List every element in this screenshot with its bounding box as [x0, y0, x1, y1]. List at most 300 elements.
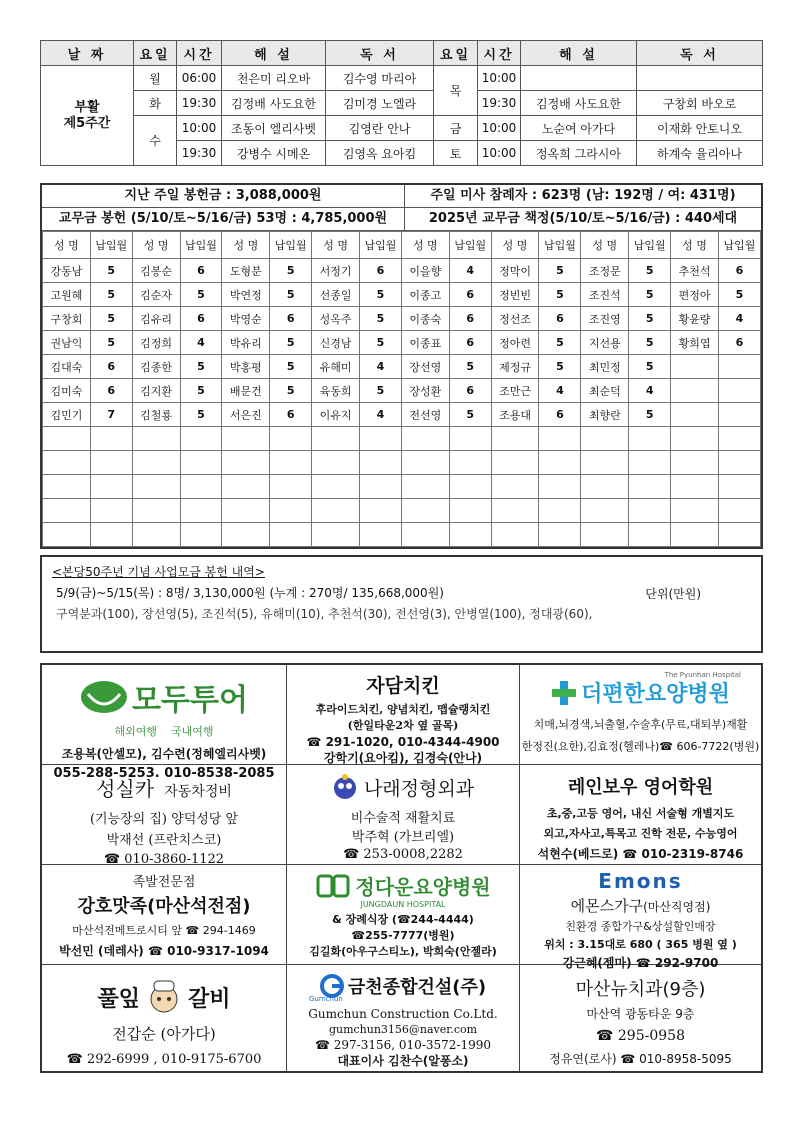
member-name: 편정아 — [671, 283, 719, 307]
empty-cell — [180, 427, 222, 451]
fund-unit: 단위(만원) — [645, 587, 701, 601]
empty-cell — [180, 499, 222, 523]
empty-cell — [401, 475, 449, 499]
empty-cell — [491, 523, 539, 547]
explainer: 강병수 시메온 — [222, 141, 326, 166]
member-name: 권남익 — [43, 331, 91, 355]
dues-empty-row — [43, 523, 761, 547]
empty-cell — [270, 451, 312, 475]
empty-cell — [43, 427, 91, 451]
empty-cell — [90, 427, 132, 451]
gumchun-title: 금천종합건설(주) — [347, 977, 487, 998]
paid-month: 6 — [539, 403, 581, 427]
time: 10:00 — [478, 66, 521, 91]
time: 19:30 — [177, 141, 222, 166]
empty-cell — [270, 427, 312, 451]
paid-month: 6 — [270, 307, 312, 331]
empty-cell — [312, 523, 360, 547]
empty-cell — [718, 499, 760, 523]
col-expl-2: 해 설 — [521, 41, 637, 66]
member-name: 박홍평 — [222, 355, 270, 379]
time: 10:00 — [478, 116, 521, 141]
empty-cell — [312, 427, 360, 451]
paid-month: 6 — [90, 379, 132, 403]
member-name: 황윤량 — [671, 307, 719, 331]
member-name: 배문건 — [222, 379, 270, 403]
dues-table — [42, 231, 761, 547]
member-name: 조만근 — [491, 379, 539, 403]
schedule-row — [41, 91, 763, 116]
member-name: 서은진 — [222, 403, 270, 427]
dues-row — [43, 307, 761, 331]
empty-cell — [312, 475, 360, 499]
member-name: 정아련 — [491, 331, 539, 355]
empty-cell — [359, 427, 401, 451]
dental-phone: ☎ 295-0958 — [596, 1028, 685, 1044]
jadam-phone: ☎ 291-1020, 010-4344-4900 — [306, 735, 500, 749]
empty-cell — [270, 523, 312, 547]
paid-month: 5 — [718, 283, 760, 307]
member-name: 제정규 — [491, 355, 539, 379]
schedule-row — [41, 116, 763, 141]
member-name: 성옥주 — [312, 307, 360, 331]
paid-month: 5 — [449, 403, 491, 427]
dental-contact: 정유연(로사) ☎ 010-8958-5095 — [549, 1052, 732, 1066]
col-day-2: 요일 — [434, 41, 478, 66]
paid-month — [718, 403, 760, 427]
reader: 이재화 안토니오 — [637, 116, 763, 141]
gumchun-phone: ☎ 297-3156, 010-3572-1990 — [315, 1038, 491, 1052]
rainbow-line1: 초,중,고등 영어, 내신 서술형 개별지도 — [546, 807, 735, 820]
empty-cell — [90, 523, 132, 547]
jungdaun-logo-icon — [315, 872, 351, 900]
empty-cell — [359, 451, 401, 475]
member-name: 김순자 — [132, 283, 180, 307]
jungdaun-eng: JUNGDAUN HOSPITAL — [360, 900, 446, 909]
dental-location: 마산역 광동타운 9층 — [586, 1007, 695, 1021]
dues-header-name: 성 명 — [312, 232, 360, 259]
empty-cell — [222, 451, 270, 475]
member-name: 도형분 — [222, 259, 270, 283]
member-name: 서정기 — [312, 259, 360, 283]
deo-tagline: The Pyunhan Hospital — [664, 671, 741, 679]
schedule-header-row — [41, 41, 763, 66]
modutour-sub2: 국내여행 — [171, 725, 214, 738]
dues-header-month: 납입월 — [629, 232, 671, 259]
paid-month: 5 — [629, 403, 671, 427]
paid-month: 5 — [359, 283, 401, 307]
ad-jungdaun-hospital — [287, 865, 520, 965]
dues-2025: 2025년 교무금 책정(5/10/토~5/16/금) : 440세대 — [428, 211, 738, 226]
empty-cell — [401, 427, 449, 451]
member-name: 장선영 — [401, 355, 449, 379]
rainbow-line2: 외고,자사고,특목고 진학 전문, 수능영어 — [543, 827, 738, 840]
member-name: 이종표 — [401, 331, 449, 355]
member-name: 박연정 — [222, 283, 270, 307]
member-name: 조용대 — [491, 403, 539, 427]
week-label: 부활 제5주간 — [41, 66, 134, 166]
paid-month: 5 — [90, 307, 132, 331]
jadam-names: 강학기(요아킴), 김경숙(안나) — [323, 751, 483, 765]
foot-category: 족발전문점 — [132, 875, 196, 890]
empty-cell — [449, 427, 491, 451]
empty-cell — [222, 475, 270, 499]
ad-seongsil-car — [42, 765, 287, 865]
paid-month: 6 — [180, 307, 222, 331]
reader: 김수영 마리아 — [326, 66, 434, 91]
paid-month: 6 — [90, 355, 132, 379]
empty-cell — [90, 475, 132, 499]
gumchun-eng: Gumchun Construction Co.Ltd. — [308, 1007, 498, 1021]
member-name: 유해미 — [312, 355, 360, 379]
empty-cell — [43, 499, 91, 523]
modutour-logo-icon — [80, 680, 128, 714]
car-title: 성실카 — [96, 777, 155, 801]
ad-rainbow-english — [520, 765, 761, 865]
member-name: 전선영 — [401, 403, 449, 427]
paid-month: 5 — [539, 355, 581, 379]
col-read: 독 서 — [326, 41, 434, 66]
empty-cell — [359, 475, 401, 499]
member-name: 고원혜 — [43, 283, 91, 307]
chef-icon — [144, 979, 184, 1015]
dues-header-month: 납입월 — [539, 232, 581, 259]
dues-empty-row — [43, 451, 761, 475]
paid-month: 6 — [449, 307, 491, 331]
mascot-icon — [332, 773, 358, 801]
member-name: 조진영 — [581, 307, 629, 331]
paid-month: 6 — [718, 259, 760, 283]
member-name: 조진석 — [581, 283, 629, 307]
member-name: 구창회 — [43, 307, 91, 331]
mass-attendance: 주일 미사 참례자 : 623명 (남: 192명 / 여: 431명) — [430, 188, 736, 203]
day: 화 — [134, 91, 177, 116]
paid-month: 6 — [718, 331, 760, 355]
member-name: 선종일 — [312, 283, 360, 307]
emons-contact: 강근혜(젬마) ☎ 292-9700 — [562, 956, 719, 970]
modutour-logo-text: 모두투어 — [132, 683, 248, 718]
ad-gangho-jokbal — [42, 865, 287, 965]
paid-month: 5 — [180, 379, 222, 403]
col-date: 날 짜 — [41, 41, 134, 66]
reader — [637, 66, 763, 91]
modutour-names: 조용복(안셀모), 김수련(정혜엘리사벳) — [61, 747, 267, 761]
empty-cell — [43, 523, 91, 547]
empty-cell — [581, 523, 629, 547]
paid-month: 5 — [449, 355, 491, 379]
member-name: 김미숙 — [43, 379, 91, 403]
dues-header-month: 납입월 — [718, 232, 760, 259]
time: 19:30 — [478, 91, 521, 116]
empty-cell — [90, 499, 132, 523]
day: 수 — [134, 116, 177, 166]
empty-cell — [180, 451, 222, 475]
dues-header-row — [43, 232, 761, 259]
member-name — [671, 403, 719, 427]
day: 목 — [434, 66, 478, 116]
paid-month: 4 — [180, 331, 222, 355]
reader: 김미경 노엘라 — [326, 91, 434, 116]
emons-branch: (마산직영점) — [643, 900, 711, 914]
dues-row — [43, 355, 761, 379]
empty-cell — [90, 451, 132, 475]
deo-services: 치매,뇌경색,뇌출혈,수술후(무료,대퇴부)재활 — [533, 718, 748, 731]
car-owner: 박재선 (프란치스코) — [106, 833, 222, 848]
time: 19:30 — [177, 91, 222, 116]
member-name: 추천석 — [671, 259, 719, 283]
reader: 김영란 안나 — [326, 116, 434, 141]
empty-cell — [671, 427, 719, 451]
member-name: 육동희 — [312, 379, 360, 403]
empty-cell — [491, 475, 539, 499]
empty-cell — [539, 475, 581, 499]
reader: 구창회 바오로 — [637, 91, 763, 116]
col-expl: 해 설 — [222, 41, 326, 66]
foot-location: 마산석전메트로시티 앞 ☎ 294-1469 — [72, 924, 256, 937]
dues-empty-row — [43, 475, 761, 499]
ad-deopyunhan-hospital — [520, 665, 761, 765]
member-name: 최향란 — [581, 403, 629, 427]
gumchun-brand: Gumchun — [309, 995, 343, 1003]
empty-cell — [180, 475, 222, 499]
paid-month: 5 — [629, 259, 671, 283]
paid-month: 5 — [270, 259, 312, 283]
ads-grid — [40, 663, 763, 1073]
empty-cell — [401, 451, 449, 475]
car-location: (기능장의 집) 양덕성당 앞 — [89, 812, 239, 827]
explainer: 천은미 리오바 — [222, 66, 326, 91]
paid-month: 6 — [449, 283, 491, 307]
empty-cell — [222, 523, 270, 547]
empty-cell — [449, 523, 491, 547]
dues-row — [43, 331, 761, 355]
empty-cell — [671, 451, 719, 475]
empty-cell — [539, 523, 581, 547]
deo-logo-text: 더편한요양병원 — [581, 682, 730, 707]
paid-month: 5 — [359, 331, 401, 355]
deo-contact: 한정진(요한),김효정(헬레나)☎ 606-7722(병원) — [521, 740, 760, 753]
dues-header-month: 납입월 — [90, 232, 132, 259]
paid-month: 5 — [629, 283, 671, 307]
paid-month: 5 — [270, 355, 312, 379]
member-name: 지선용 — [581, 331, 629, 355]
dues-row — [43, 283, 761, 307]
empty-cell — [270, 499, 312, 523]
narae-doctor: 박주혁 (가브리엘) — [351, 830, 455, 845]
ad-modutour — [42, 665, 287, 781]
empty-cell — [718, 451, 760, 475]
empty-cell — [222, 499, 270, 523]
dues-empty-row — [43, 427, 761, 451]
day: 토 — [434, 141, 478, 166]
paid-month: 5 — [270, 331, 312, 355]
dues-header-name: 성 명 — [671, 232, 719, 259]
paid-month: 5 — [90, 259, 132, 283]
member-name: 이유지 — [312, 403, 360, 427]
liturgy-schedule-table — [40, 40, 763, 166]
paid-month: 6 — [449, 331, 491, 355]
paid-month: 6 — [270, 403, 312, 427]
dues-header-month: 납입월 — [449, 232, 491, 259]
modutour-sub1: 해외여행 — [114, 725, 157, 738]
member-name: 김민기 — [43, 403, 91, 427]
rainbow-contact: 석현수(베드로) ☎ 010-2319-8746 — [537, 847, 744, 861]
empty-cell — [359, 499, 401, 523]
paid-month: 5 — [629, 331, 671, 355]
empty-cell — [718, 475, 760, 499]
modutour-phone: 055-288-5253. 010-8538-2085 — [53, 766, 275, 781]
member-name — [671, 379, 719, 403]
empty-cell — [671, 475, 719, 499]
empty-cell — [132, 499, 180, 523]
empty-cell — [132, 451, 180, 475]
dues-header-month: 납입월 — [180, 232, 222, 259]
paid-month: 5 — [539, 259, 581, 283]
galbi-owner: 전갑순 (아가다) — [112, 1025, 216, 1043]
paid-month: 5 — [180, 403, 222, 427]
jungdaun-logo-text: 정다운요양병원 — [355, 875, 491, 899]
paid-month: 5 — [90, 283, 132, 307]
empty-cell — [491, 451, 539, 475]
paid-month: 5 — [270, 283, 312, 307]
paid-month: 5 — [629, 307, 671, 331]
member-name: 박유리 — [222, 331, 270, 355]
empty-cell — [629, 451, 671, 475]
member-name: 조정문 — [581, 259, 629, 283]
empty-cell — [491, 427, 539, 451]
empty-cell — [671, 499, 719, 523]
paid-month: 5 — [539, 331, 581, 355]
empty-cell — [671, 523, 719, 547]
galbi-phone: ☎ 292-6999 , 010-9175-6700 — [66, 1052, 262, 1067]
dues-header-name: 성 명 — [581, 232, 629, 259]
jungdaun-funeral: & 장례식장 (☎244-4444) — [332, 913, 474, 926]
col-read-2: 독 서 — [637, 41, 763, 66]
dues-offering: 교무금 봉헌 (5/10/토~5/16/금) 53명 : 4,785,000원 — [42, 208, 405, 230]
time: 10:00 — [177, 116, 222, 141]
empty-cell — [132, 427, 180, 451]
paid-month: 5 — [180, 283, 222, 307]
fund-section — [40, 555, 763, 653]
paid-month: 4 — [359, 355, 401, 379]
empty-cell — [132, 523, 180, 547]
dues-row — [43, 379, 761, 403]
jadam-title: 자담치킨 — [366, 675, 440, 697]
gumchun-rep: 대표이사 김찬수(알퐁소) — [337, 1054, 469, 1068]
reader: 김영옥 요아킴 — [326, 141, 434, 166]
member-name: 장성환 — [401, 379, 449, 403]
dues-empty-row — [43, 499, 761, 523]
empty-cell — [581, 451, 629, 475]
member-name: 황희엽 — [671, 331, 719, 355]
paid-month: 4 — [718, 307, 760, 331]
empty-cell — [401, 523, 449, 547]
offering-summary-row — [42, 185, 761, 208]
explainer: 김정배 사도요한 — [222, 91, 326, 116]
paid-month — [718, 355, 760, 379]
empty-cell — [312, 451, 360, 475]
explainer: 정옥희 그라시아 — [521, 141, 637, 166]
empty-cell — [43, 475, 91, 499]
foot-contact: 박선민 (데레사) ☎ 010-9317-1094 — [59, 944, 269, 958]
paid-month: 5 — [629, 355, 671, 379]
jadam-menu: 후라이드치킨, 양념치킨, 맵슐랭치킨 — [315, 703, 491, 716]
dues-header-name: 성 명 — [43, 232, 91, 259]
empty-cell — [629, 427, 671, 451]
member-name: 김봉순 — [132, 259, 180, 283]
car-subtitle: 자동차정비 — [164, 784, 232, 800]
paid-month: 6 — [539, 307, 581, 331]
paid-month: 6 — [449, 379, 491, 403]
empty-cell — [718, 427, 760, 451]
schedule-row — [41, 66, 763, 91]
dues-header-name: 성 명 — [222, 232, 270, 259]
offering-section — [40, 183, 763, 549]
paid-month — [718, 379, 760, 403]
empty-cell — [629, 475, 671, 499]
narae-service: 비수술적 재활치료 — [350, 811, 456, 826]
member-name: 최순덕 — [581, 379, 629, 403]
ad-gumchun-construction — [287, 965, 520, 1071]
galbi-logo-part1: 풀잎 — [97, 985, 140, 1012]
paid-month: 4 — [539, 379, 581, 403]
member-name — [671, 355, 719, 379]
empty-cell — [132, 475, 180, 499]
paid-month: 4 — [359, 403, 401, 427]
cross-logo-icon — [551, 680, 577, 706]
emons-location: 위치 : 3.15대로 680 ( 365 병원 옆 ) — [544, 938, 737, 951]
member-name: 박영순 — [222, 307, 270, 331]
paid-month: 4 — [629, 379, 671, 403]
ad-masan-new-dental — [520, 965, 761, 1071]
time: 06:00 — [177, 66, 222, 91]
member-name: 김정희 — [132, 331, 180, 355]
empty-cell — [449, 475, 491, 499]
paid-month: 5 — [90, 331, 132, 355]
empty-cell — [449, 451, 491, 475]
dues-header-month: 납입월 — [359, 232, 401, 259]
emons-tagline: 친환경 종합가구&상설할인매장 — [565, 920, 716, 933]
ad-jadam-chicken — [287, 665, 520, 765]
day: 금 — [434, 116, 478, 141]
emons-logo: Emons — [598, 869, 683, 893]
day: 월 — [134, 66, 177, 91]
fund-donors: 구역분과(100), 장선영(5), 조진석(5), 유해미(10), 추천석(30), 전선영(3), 안병열(100), 정대광(60), — [56, 607, 593, 621]
empty-cell — [539, 499, 581, 523]
dues-row — [43, 403, 761, 427]
empty-cell — [581, 427, 629, 451]
member-name: 이종숙 — [401, 307, 449, 331]
empty-cell — [629, 523, 671, 547]
ad-narae-orthopedics — [287, 765, 520, 865]
paid-month: 4 — [449, 259, 491, 283]
empty-cell — [270, 475, 312, 499]
explainer — [521, 66, 637, 91]
member-name: 김대숙 — [43, 355, 91, 379]
empty-cell — [581, 475, 629, 499]
paid-month: 7 — [90, 403, 132, 427]
empty-cell — [449, 499, 491, 523]
member-name: 강동남 — [43, 259, 91, 283]
dues-summary-row — [42, 208, 761, 231]
jungdaun-names: 김길화(아우구스티노), 박희숙(안젤라) — [309, 945, 497, 958]
empty-cell — [312, 499, 360, 523]
explainer: 김정배 사도요한 — [521, 91, 637, 116]
narae-phone: ☎ 253-0008,2282 — [343, 847, 463, 862]
empty-cell — [581, 499, 629, 523]
paid-month: 6 — [359, 259, 401, 283]
dues-header-name: 성 명 — [401, 232, 449, 259]
